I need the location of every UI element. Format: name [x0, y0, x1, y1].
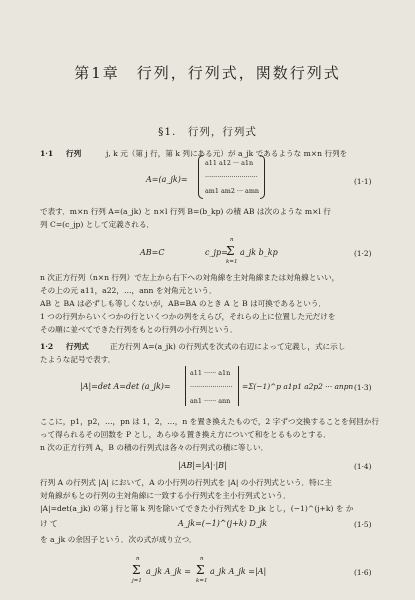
equation-right: a_jk A_jk =|A| — [210, 567, 267, 576]
text-line: n 次正方行列（n×n 行列）で左上から右下への対角線を主対角線または対角線といい， — [40, 273, 340, 282]
equation-number: (1·3) — [354, 383, 372, 392]
matrix-row: am1 am2 ··· amn — [205, 187, 260, 195]
summation-symbol: Σ — [196, 563, 205, 577]
sum-lower-limit: k=1 — [196, 578, 208, 584]
section-title: §1. 行列，行列式 — [158, 126, 257, 138]
determinant-left-bar — [185, 366, 186, 406]
text-line: その上の元 a11，a22，…，ann を対角元という． — [40, 286, 217, 295]
determinant-right-bar — [238, 366, 239, 406]
text-line: 列 C=(c_jp) として定義される． — [40, 220, 155, 229]
chapter-title: 第1章 行列，行列式，関数行列式 — [74, 64, 341, 82]
text-line: 対角線がもとの行列の主対角線に一致する小行列式を主小行列式という． — [40, 491, 291, 500]
equation-number: (1·5) — [354, 520, 372, 529]
text-line: で表す．m×n 行列 A=(a_jk) と n×l 行列 B=(b_kp) の積 AB は次のような m×l 行 — [40, 207, 331, 216]
equation-rhs: a_jk b_kp — [240, 248, 278, 257]
subsection-number-1-1: 1·1 — [40, 149, 54, 158]
equation-number: (1·4) — [354, 462, 372, 471]
subsection-number-1-2: 1·2 — [40, 342, 54, 351]
text-line: け て — [40, 519, 58, 528]
sum-upper-limit: n — [200, 556, 204, 562]
determinant-lhs: |A|=det A=det (a_jk)= — [80, 382, 171, 391]
summation-symbol: Σ — [132, 563, 141, 577]
equation-number: (1·1) — [354, 177, 372, 186]
text-line: AB と BA は必ずしも等しくないが，AB=BA のとき A と B は可換であるという． — [40, 299, 327, 308]
equation-rhs-prefix: c_jp= — [205, 248, 228, 257]
matrix-row: ·························· — [205, 173, 258, 181]
text-line: ここに，p1，p2，…，pn は 1，2，…，n を置き換えたもので，2 字ずつ交換することを何回か行 — [40, 417, 379, 426]
sum-upper-limit: n — [136, 556, 140, 562]
text-line: |A|=det(a_jk) の第 j 行と第 k 列を除いてできた小行列式を D_jk とし，(−1)^(j+k) を か — [40, 504, 354, 513]
text-line: 行列 A の行列式 |A| において，A の小行列の行列式を |A| の小行列式という．特に主 — [40, 478, 332, 487]
equation-middle: a_jk A_jk = — [146, 567, 191, 576]
text-line: n 次の正方行列 A，B の積の行列式は各々の行列式の積に等しい． — [40, 443, 269, 452]
matrix-lhs: A=(a_jk)= — [146, 175, 188, 184]
sum-upper-limit: n — [230, 237, 234, 243]
matrix-right-paren — [260, 155, 265, 199]
equation-lhs: AB=C — [140, 248, 165, 257]
summation-symbol: Σ — [226, 244, 235, 258]
sum-lower-limit: j=1 — [132, 578, 142, 584]
determinant-row: an1 ······ ann — [190, 397, 231, 405]
text-line: j, k 元（第 j 行，第 k 列にある元）が a_jk であるような m×n 行列を — [106, 149, 348, 158]
determinant-row: ····················· — [190, 383, 233, 391]
equation-number: (1·6) — [354, 568, 372, 577]
subsection-heading-determinant: 行列式 — [66, 342, 89, 351]
equation-body: |AB|=|A|·|B| — [178, 461, 227, 470]
text-line: 正方行列 A=(a_jk) の行列式を次式の右辺によって定義し，式に示し — [110, 342, 346, 351]
text-line: を a_jk の余因子という．次の式が成り立つ． — [40, 535, 197, 544]
determinant-row: a11 ······ a1n — [190, 369, 231, 377]
determinant-rhs: =Σ(−1)^p a1p1 a2p2 ··· anpn — [242, 382, 354, 391]
matrix-left-paren — [198, 155, 203, 199]
text-line: その順に並べてできた行列をもとの行列の小行列という． — [40, 325, 238, 334]
equation-body: A_jk=(−1)^(j+k) D_jk — [178, 519, 268, 528]
text-line: って得られるその回数を P とし，あらゆる置き換え方について和をとるものとする． — [40, 430, 331, 439]
text-line: たような記号で表す． — [40, 355, 116, 364]
equation-number: (1·2) — [354, 249, 372, 258]
matrix-row: a11 a12 ··· a1n — [205, 159, 254, 167]
text-line: 1 つの行列からいくつかの行といくつかの列をえらび，それらの上に位置した元だけを — [40, 312, 336, 321]
sum-lower-limit: k=1 — [226, 259, 238, 265]
subsection-heading-matrix: 行列 — [66, 149, 82, 158]
